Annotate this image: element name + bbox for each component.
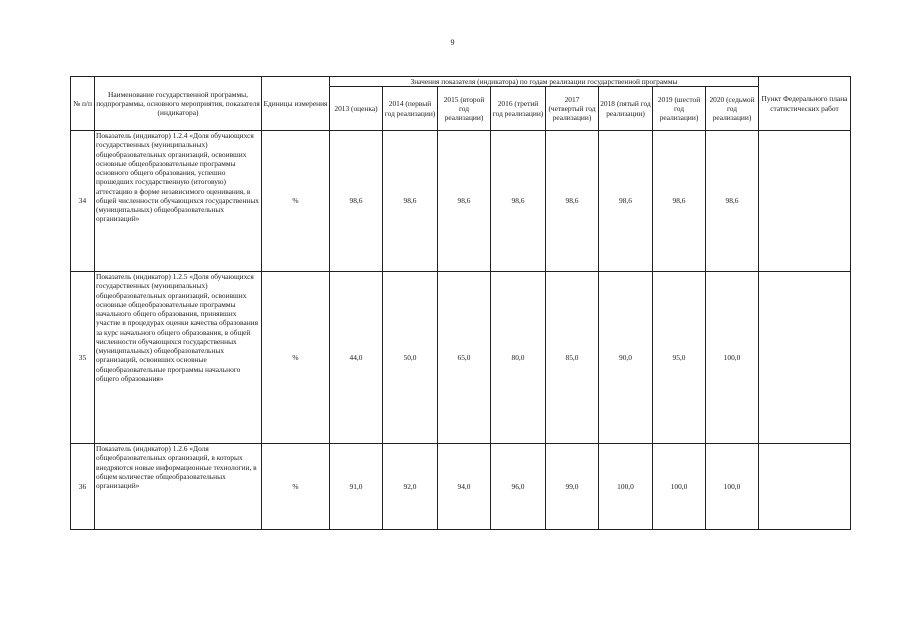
unit-cell: %: [262, 131, 330, 272]
value-cell: 85,0: [546, 272, 599, 444]
value-cell: 100,0: [706, 444, 759, 530]
row-number: 36: [71, 444, 95, 530]
header-year: 2016 (третий год реализации): [491, 87, 546, 131]
value-cell: 98,6: [383, 131, 438, 272]
value-cell: 98,6: [599, 131, 653, 272]
header-year: 2018 (пятый год реализации): [599, 87, 653, 131]
value-cell: 98,6: [706, 131, 759, 272]
header-year: 2015 (второй год реализации): [438, 87, 491, 131]
header-unit: Единицы измерения: [262, 77, 330, 131]
row-number: 34: [71, 131, 95, 272]
header-year: 2013 (оценка): [330, 87, 383, 131]
value-cell: 98,6: [491, 131, 546, 272]
header-name: Наименование государственной программы, подпрограммы, основного мероприятия, показателя (индикатора): [95, 77, 262, 131]
value-cell: 98,6: [330, 131, 383, 272]
table-row: [71, 272, 851, 444]
header-values-group: Значения показателя (индикатора) по годам реализации государственной программы: [330, 77, 759, 87]
indicators-table: [70, 76, 851, 530]
value-cell: 95,0: [653, 272, 706, 444]
value-cell: 96,0: [491, 444, 546, 530]
federal-plan-cell: [759, 131, 851, 272]
header-num: № п/п: [71, 77, 95, 131]
value-cell: 99,0: [546, 444, 599, 530]
header-year: 2017 (четвертый год реализации): [546, 87, 599, 131]
federal-plan-cell: [759, 444, 851, 530]
value-cell: 94,0: [438, 444, 491, 530]
value-cell: 98,6: [653, 131, 706, 272]
value-cell: 44,0: [330, 272, 383, 444]
unit-cell: %: [262, 444, 330, 530]
value-cell: 100,0: [599, 444, 653, 530]
header-year: 2020 (седьмой год реализации): [706, 87, 759, 131]
federal-plan-cell: [759, 272, 851, 444]
header-year: 2019 (шестой год реализации): [653, 87, 706, 131]
value-cell: 91,0: [330, 444, 383, 530]
row-number: 35: [71, 272, 95, 444]
value-cell: 100,0: [653, 444, 706, 530]
value-cell: 90,0: [599, 272, 653, 444]
value-cell: 98,6: [546, 131, 599, 272]
value-cell: 92,0: [383, 444, 438, 530]
table-row: [71, 444, 851, 530]
value-cell: 80,0: [491, 272, 546, 444]
value-cell: 98,6: [438, 131, 491, 272]
page-number: 9: [450, 38, 455, 47]
table-row: [71, 131, 851, 272]
value-cell: 100,0: [706, 272, 759, 444]
header-year: 2014 (первый год реализации): [383, 87, 438, 131]
unit-cell: %: [262, 272, 330, 444]
indicator-name: Показатель (индикатор) 1.2.5 «Доля обучающихся государственных (муниципальных) общеобразовательных организаций, освоивших основные общеобразовательные программы начального общего образования, принявших участие в процедурах оценки качества образования за курс начального общего образования, в общей численности обучающихся государственных (муниципальных) общеобразовательных организаций, освоивших основные общеобразовательные программы начального общего образования»: [95, 272, 262, 444]
value-cell: 50,0: [383, 272, 438, 444]
value-cell: 65,0: [438, 272, 491, 444]
indicator-name: Показатель (индикатор) 1.2.6 «Доля общеобразовательных организаций, в которых внедряются новые информационные технологии, в общем количестве общеобразовательных организаций»: [95, 444, 262, 530]
header-federal-plan: Пункт Федерального плана статистических работ: [759, 77, 851, 131]
indicator-name: Показатель (индикатор) 1.2.4 «Доля обучающихся государственных (муниципальных) общеобразовательных организаций, освоивших основные общеобразовательные программы основного общего образования, успешно прошедших государственную (итоговую) аттестацию в форме независимого оценивания, в общей численности обучающихся государственных (муниципальных) общеобразовательных организаций»: [95, 131, 262, 272]
